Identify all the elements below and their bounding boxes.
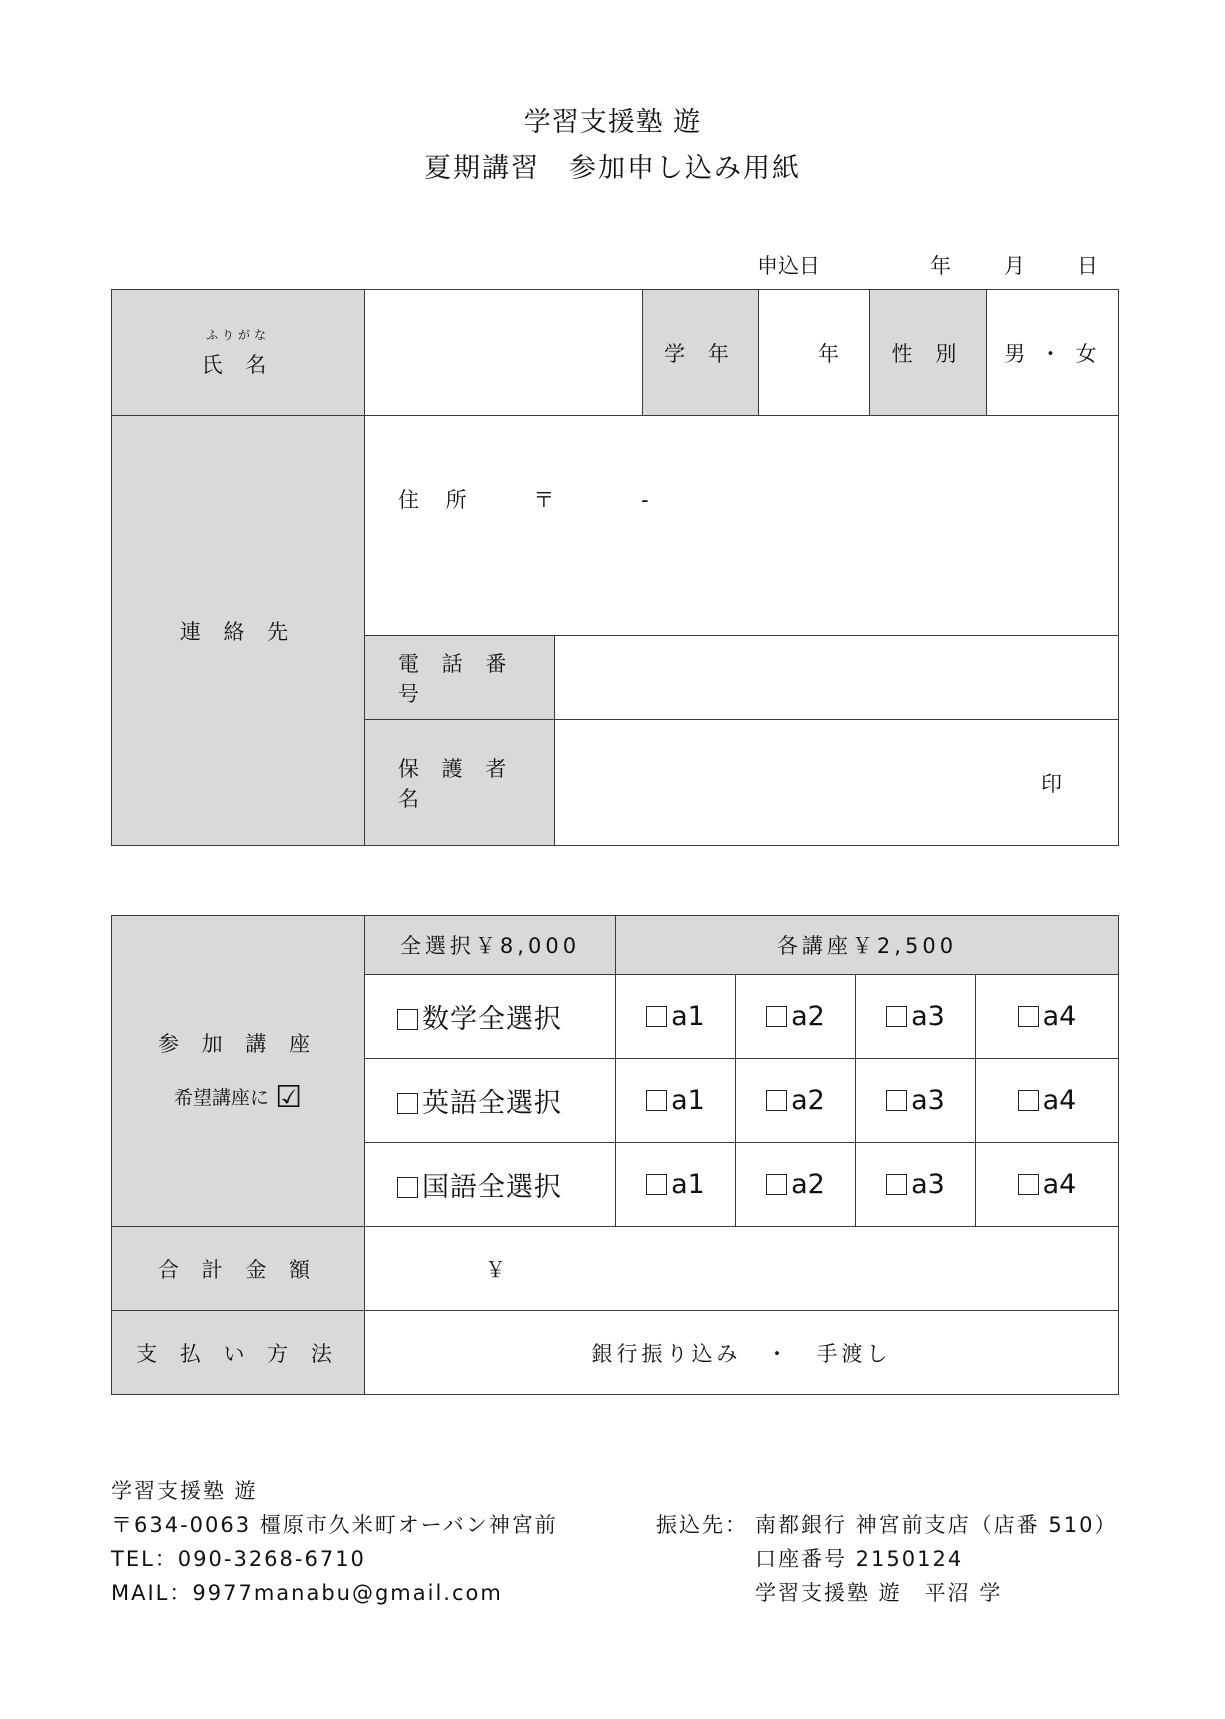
english-a3-option[interactable]: a3 (856, 1059, 976, 1143)
footer-right (755, 1508, 1117, 1610)
address-field[interactable] (365, 416, 1119, 636)
grade-label: 学 年 (643, 290, 759, 416)
footer-school: 学習支援塾 遊 (111, 1479, 258, 1503)
seal-mark: 印 (1041, 771, 1070, 796)
checkbox-icon[interactable] (766, 1006, 787, 1027)
phone-field[interactable] (555, 636, 1119, 720)
japanese-a1-option[interactable]: a1 (616, 1143, 736, 1227)
guardian-label: 保 護 者 名 (365, 720, 555, 846)
math-a2-option[interactable]: a2 (736, 975, 856, 1059)
total-field[interactable] (365, 1227, 1119, 1311)
date-year: 年 (930, 254, 951, 278)
course-hint: 希望講座に (174, 1086, 270, 1109)
address-label: 住 所 (398, 488, 477, 512)
checkbox-icon[interactable] (886, 1174, 907, 1195)
checkbox-icon[interactable] (766, 1090, 787, 1111)
furigana-label: ふりがな (205, 328, 270, 342)
footer-bank: 南都銀行 神宮前支店（店番 510） (755, 1513, 1118, 1537)
transfer-label: 振込先： (656, 1513, 748, 1537)
school-name: 学習支援塾 遊 (523, 107, 702, 138)
japanese-a2-option[interactable]: a2 (736, 1143, 856, 1227)
footer-tel: TEL：090-3268-6710 (111, 1547, 366, 1571)
checkbox-icon[interactable] (397, 1009, 418, 1030)
grade-field[interactable] (759, 290, 870, 416)
checkbox-icon[interactable] (646, 1174, 667, 1195)
date-day: 日 (1077, 254, 1098, 278)
contact-label: 連 絡 先 (112, 416, 365, 846)
footer-mail[interactable]: MAIL：9977manabu@gmail.com (111, 1581, 503, 1605)
date-label: 申込日 (757, 254, 820, 278)
postal-dash: - (641, 488, 659, 512)
japanese-a4-option[interactable]: a4 (976, 1143, 1119, 1227)
total-label: 合 計 金 額 (112, 1227, 365, 1311)
course-label-cell (112, 916, 365, 1227)
all-price-header: 全選択￥8,000 (365, 916, 616, 975)
math-a4-option[interactable]: a4 (976, 975, 1119, 1059)
checkbox-icon[interactable] (1018, 1090, 1039, 1111)
page-title: 夏期講習 参加申し込み用紙 (424, 153, 801, 184)
footer-left (111, 1474, 558, 1610)
date-month: 月 (1004, 254, 1025, 278)
yen-mark: ￥ (485, 1257, 514, 1282)
checkbox-icon[interactable] (646, 1090, 667, 1111)
checkbox-icon[interactable] (1018, 1174, 1039, 1195)
course-label: 参 加 講 座 (157, 1031, 319, 1056)
check-icon: ☑ (275, 1079, 302, 1115)
checkbox-icon[interactable] (397, 1093, 418, 1114)
name-field[interactable] (365, 290, 643, 416)
name-label: 氏 名 (201, 353, 275, 377)
postal-mark: 〒 (533, 488, 565, 512)
course-table (111, 915, 1119, 1395)
math-a1-option[interactable]: a1 (616, 975, 736, 1059)
japanese-all-option[interactable]: 国語全選択 (365, 1143, 616, 1227)
guardian-field[interactable] (555, 720, 1119, 846)
name-label-cell (112, 290, 365, 416)
payment-label: 支 払 い 方 法 (112, 1311, 365, 1395)
footer-holder: 学習支援塾 遊 平沼 学 (755, 1581, 1003, 1605)
checkbox-icon[interactable] (886, 1006, 907, 1027)
footer-account: 口座番号 2150124 (755, 1547, 964, 1571)
gender-label: 性 別 (870, 290, 987, 416)
checkbox-icon[interactable] (1018, 1006, 1039, 1027)
checkbox-icon[interactable] (886, 1090, 907, 1111)
grade-unit: 年 (818, 341, 847, 366)
english-all-option[interactable]: 英語全選択 (365, 1059, 616, 1143)
footer-address: 〒634-0063 橿原市久米町オーバン神宮前 (111, 1513, 558, 1537)
math-all-option[interactable]: 数学全選択 (365, 975, 616, 1059)
checkbox-icon[interactable] (397, 1177, 418, 1198)
payment-choice[interactable]: 銀行振り込み ・ 手渡し (365, 1311, 1119, 1395)
gender-choice[interactable]: 男 ・ 女 (987, 290, 1119, 416)
checkbox-icon[interactable] (766, 1174, 787, 1195)
english-a4-option[interactable]: a4 (976, 1059, 1119, 1143)
japanese-a3-option[interactable]: a3 (856, 1143, 976, 1227)
math-a3-option[interactable]: a3 (856, 975, 976, 1059)
checkbox-icon[interactable] (646, 1006, 667, 1027)
english-a2-option[interactable]: a2 (736, 1059, 856, 1143)
english-a1-option[interactable]: a1 (616, 1059, 736, 1143)
info-table (111, 289, 1119, 846)
each-price-header: 各講座￥2,500 (616, 916, 1119, 975)
phone-label: 電 話 番 号 (365, 636, 555, 720)
